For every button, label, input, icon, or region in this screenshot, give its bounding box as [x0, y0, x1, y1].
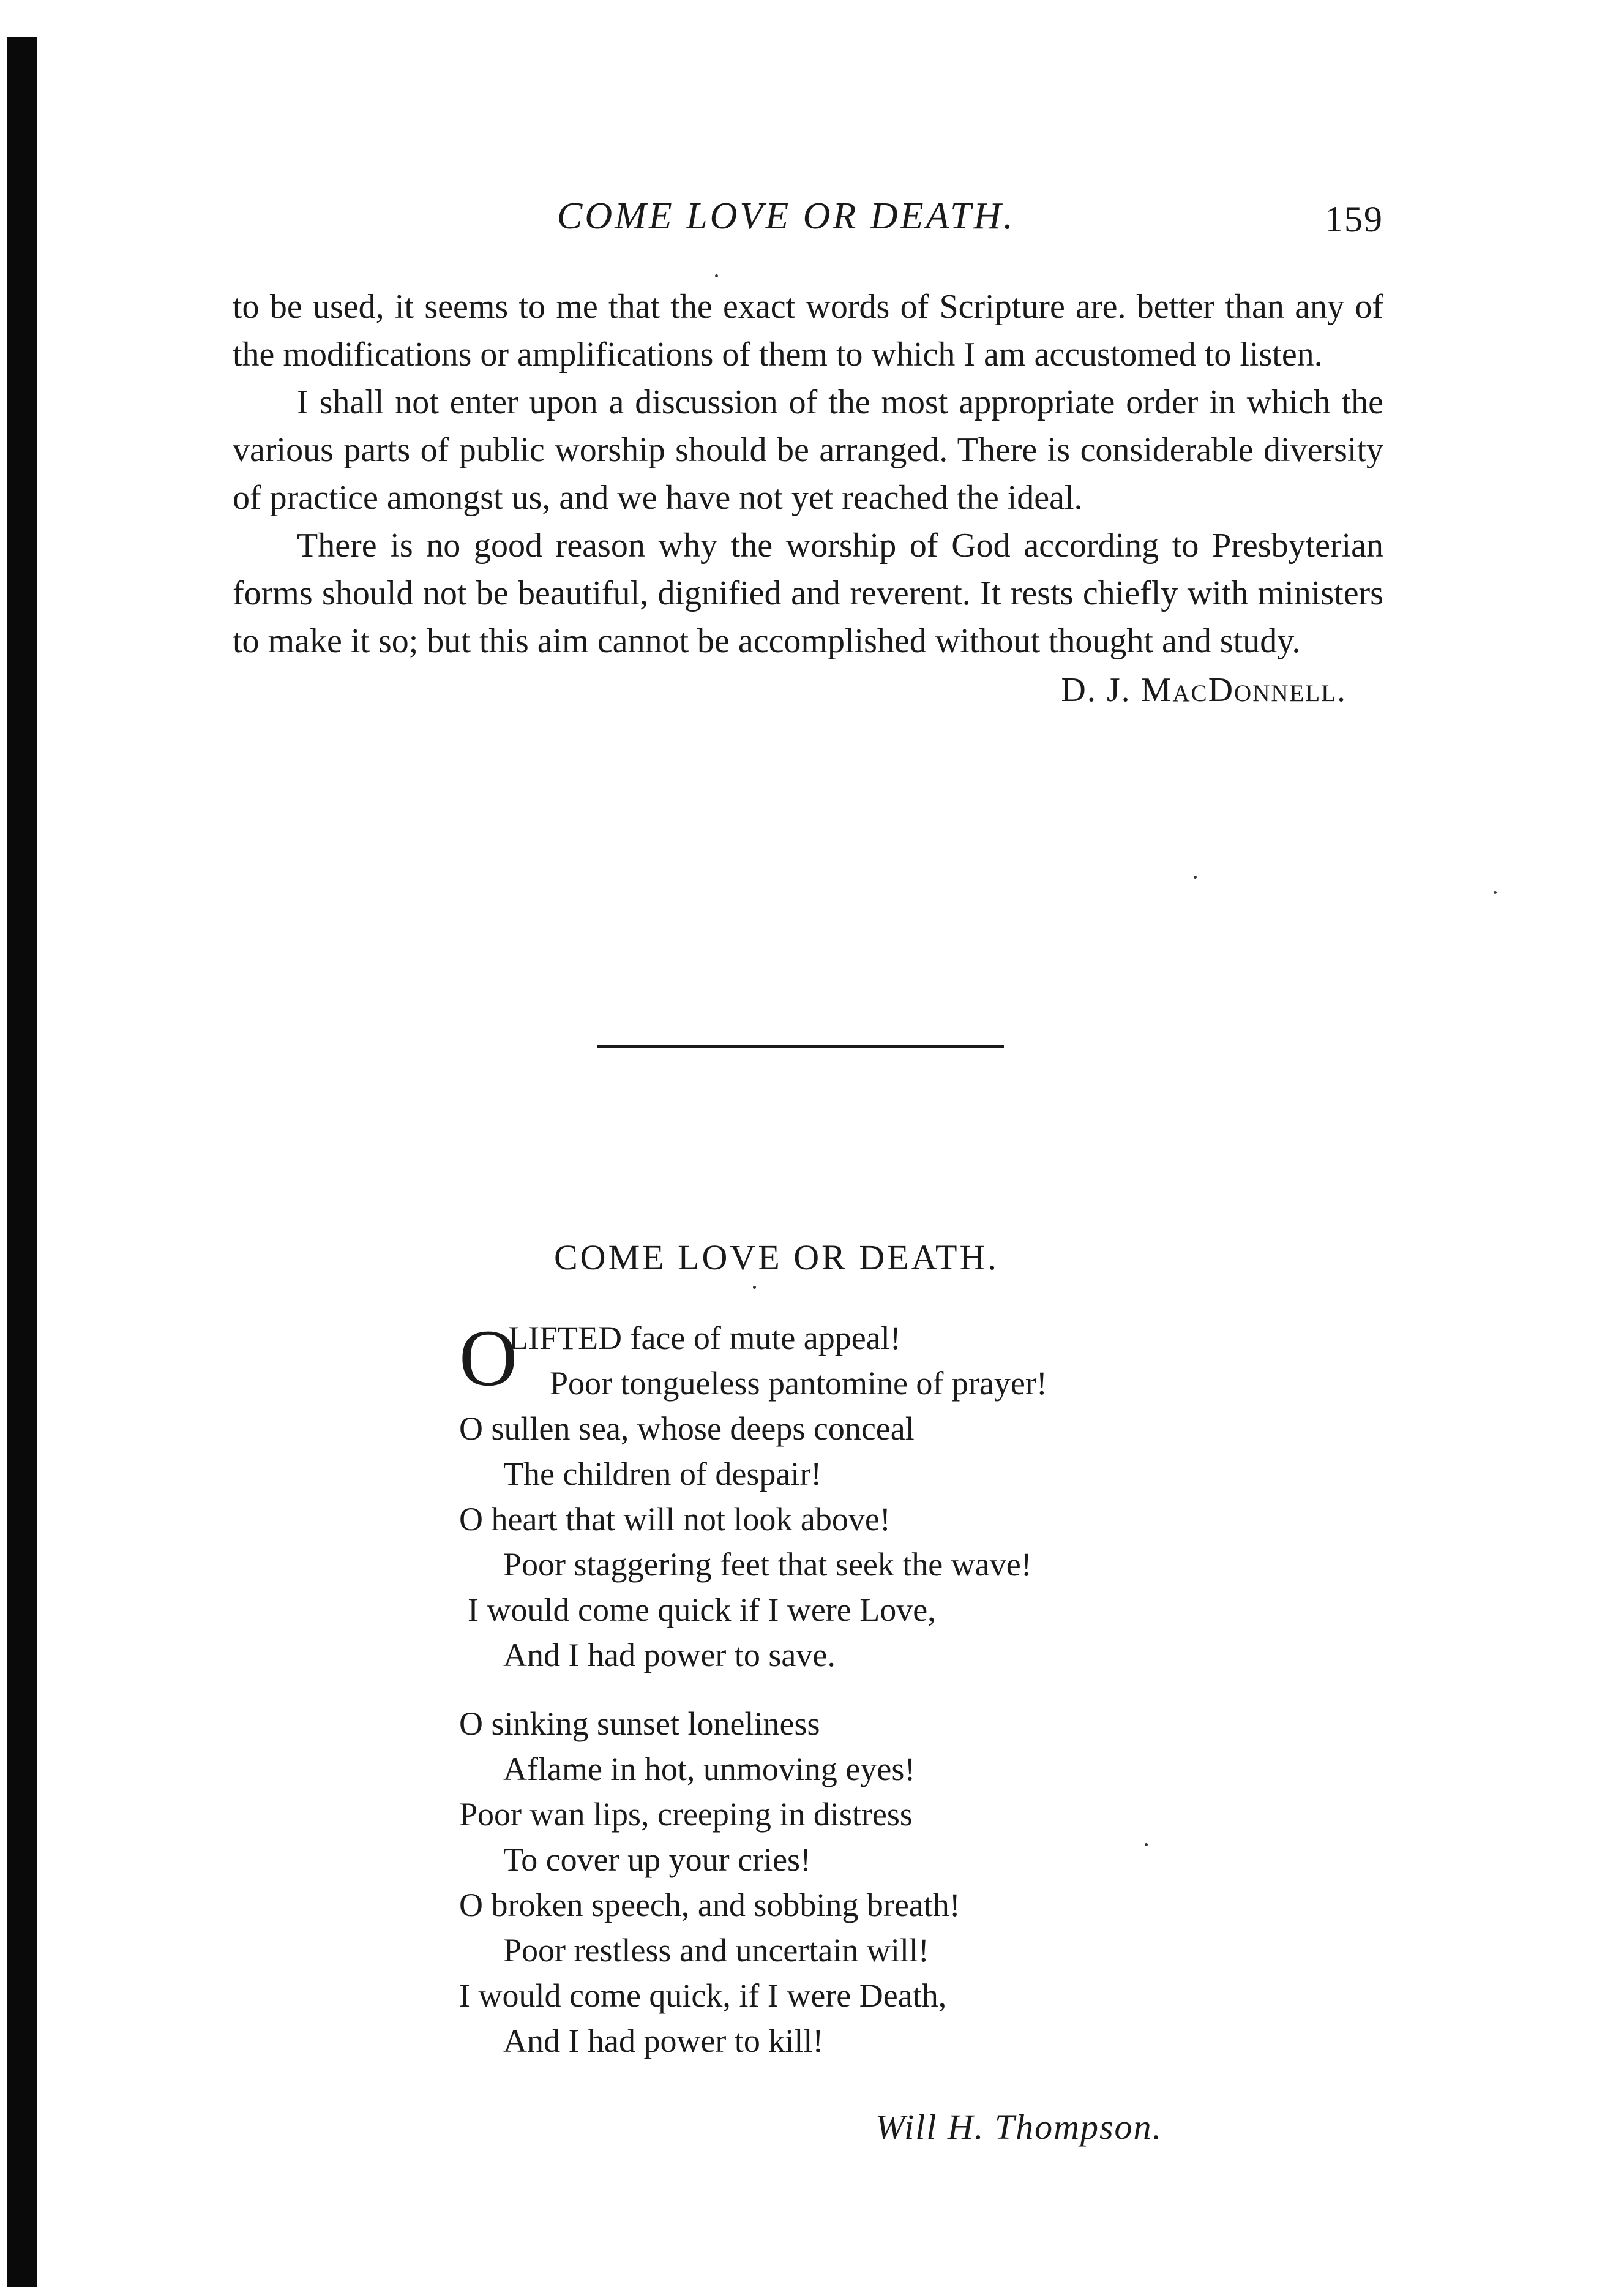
poem-stanza [459, 1315, 1255, 1678]
poem-line: I would come quick if I were Love, [468, 1591, 936, 1628]
poem-line: LIFTED face of mute appeal! [508, 1320, 901, 1356]
poem-line: Aflame in hot, unmoving eyes! [503, 1751, 916, 1787]
essay-body [233, 283, 1383, 714]
poem-line: I would come quick, if I were Death, [459, 1977, 947, 2014]
running-head [233, 195, 1383, 250]
section-divider [597, 1045, 1004, 1048]
page-number: 159 [1325, 199, 1383, 239]
poem-line: To cover up your cries! [503, 1841, 812, 1878]
poem-line: O sinking sunset loneliness [459, 1705, 820, 1742]
poem-line: O heart that will not look above! [459, 1501, 891, 1538]
print-speck [1494, 891, 1497, 894]
essay-paragraph: I shall not enter upon a discussion of the most appropriate order in which the various parts of public worship should be arranged. There is considerable diversity of practice amongst us, and we have not yet reached the ideal. [233, 383, 1383, 517]
poem-line: Poor restless and uncertain will! [503, 1932, 929, 1969]
print-speck [715, 274, 718, 277]
poem-signature: Will H. Thompson. [875, 2107, 1163, 2147]
poem-line: Poor tongueless pantomine of prayer! [550, 1365, 1047, 1402]
essay-signature-initials: D. J. [1061, 671, 1141, 709]
poem-stanza [459, 1701, 1255, 2064]
essay-signature-name: MacDonnell. [1140, 671, 1347, 709]
poem-title: COME LOVE OR DEATH. [554, 1237, 999, 1277]
essay-signature [233, 666, 1383, 714]
essay-paragraph: There is no good reason why the worship of God according to Presbyterian forms should not be beautiful, dignified and reverent. It rests chiefly with ministers to make it so; but this aim cannot be accomplished without thought and study. [233, 527, 1383, 660]
poem-line: And I had power to kill! [503, 2022, 824, 2059]
essay-paragraph: to be used, it seems to me that the exact words of Scripture are. better than any of the modifications or amplifications of them to which I am accustomed to listen. [233, 288, 1383, 374]
print-speck [1194, 876, 1197, 879]
poem [459, 1315, 1255, 2087]
poem-line: O sullen sea, whose deeps conceal [459, 1410, 915, 1447]
page-binding-edge [7, 37, 37, 2287]
poem-line: O broken speech, and sobbing breath! [459, 1887, 960, 1923]
poem-line: Poor wan lips, creeping in distress [459, 1796, 913, 1833]
print-speck [753, 1286, 756, 1289]
poem-line: And I had power to save. [503, 1637, 836, 1673]
poem-line: The children of despair! [503, 1455, 822, 1492]
drop-cap: O [459, 1313, 518, 1403]
running-title: COME LOVE OR DEATH. [557, 195, 1016, 237]
poem-line: Poor staggering feet that seek the wave! [503, 1546, 1032, 1583]
print-speck [1145, 1843, 1148, 1846]
